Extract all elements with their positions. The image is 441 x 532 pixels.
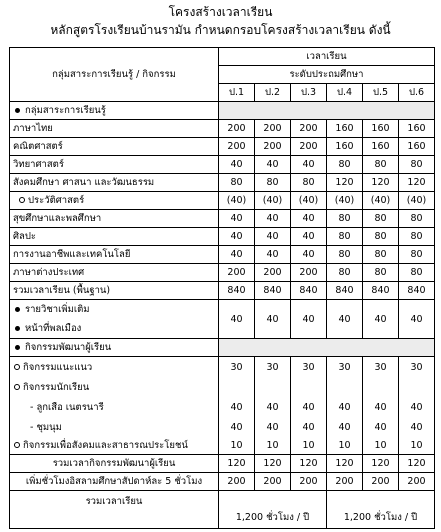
value-cell: 80: [219, 174, 255, 192]
value-cell: 40: [219, 156, 255, 174]
value-cell: 840: [219, 282, 255, 300]
subject-name: การงานอาชีพและเทคโนโลยี: [10, 246, 219, 264]
value-cell: (40): [363, 192, 399, 210]
grade-header: ป.2: [255, 84, 291, 102]
subject-row: [10, 228, 435, 246]
circle-icon: [19, 197, 25, 203]
value-cell: 40: [219, 397, 255, 417]
value-cell: 40: [255, 300, 291, 339]
value-cell: 80: [363, 228, 399, 246]
page-title: โครงสร้างเวลาเรียน: [168, 5, 273, 19]
value-cell: 200: [291, 120, 327, 138]
curriculum-table: [9, 47, 435, 529]
subject-name: ประวัติศาสตร์: [10, 192, 219, 210]
value-cell: 80: [399, 246, 435, 264]
header-group-label: กลุ่มสาระการเรียนรู้ / กิจกรรม: [10, 48, 219, 102]
value-cell: 200: [363, 473, 399, 491]
activity-student: กิจกรรมนักเรียน: [10, 377, 219, 397]
value-cell: 40: [219, 246, 255, 264]
value-cell: 10: [219, 437, 255, 455]
grade-header: ป.6: [399, 84, 435, 102]
value-cell: 30: [219, 357, 255, 378]
value-cell: 40: [327, 300, 363, 339]
value-cell: 120: [327, 455, 363, 473]
value-cell: 160: [327, 120, 363, 138]
value-cell: 10: [255, 437, 291, 455]
subject-name: ภาษาต่างประเทศ: [10, 264, 219, 282]
value-cell: 80: [327, 228, 363, 246]
value-cell: 840: [399, 282, 435, 300]
activity-total-label: รวมเวลากิจกรรมพัฒนาผู้เรียน: [10, 455, 219, 473]
subject-row: [10, 282, 435, 300]
value-cell: 80: [399, 228, 435, 246]
value-cell: 40: [291, 397, 327, 417]
value-cell: 200: [255, 120, 291, 138]
value-cell: 840: [291, 282, 327, 300]
value-cell: 30: [363, 357, 399, 378]
value-cell: (40): [219, 192, 255, 210]
value-cell: 40: [399, 417, 435, 437]
subject-row: [10, 120, 435, 138]
page-subtitle: หลักสูตรโรงเรียนบ้านรามัน กำหนดกรอบโครงสร้างเวลาเรียน ดังนี้: [50, 23, 391, 37]
circle-icon: [14, 384, 20, 390]
subject-row: [10, 210, 435, 228]
value-cell: 80: [327, 156, 363, 174]
subject-row: [10, 246, 435, 264]
value-cell: 160: [399, 138, 435, 156]
value-cell: 40: [327, 417, 363, 437]
value-cell: 80: [399, 264, 435, 282]
extra-line1: รายวิชาเพิ่มเติม: [25, 304, 90, 315]
value-cell: 120: [399, 174, 435, 192]
grand-total-label: รวมเวลาเรียน: [10, 491, 219, 529]
value-cell: 30: [291, 357, 327, 378]
value-cell: 120: [363, 174, 399, 192]
grade-header: ป.4: [327, 84, 363, 102]
activity-guidance: กิจกรรมแนะแนว: [10, 357, 219, 378]
subject-name: สังคมศึกษา ศาสนา และวัฒนธรรม: [10, 174, 219, 192]
value-cell: 10: [363, 437, 399, 455]
value-cell: 840: [363, 282, 399, 300]
value-cell: 80: [363, 156, 399, 174]
value-cell: 40: [363, 397, 399, 417]
value-cell: 200: [291, 473, 327, 491]
value-cell: 40: [363, 417, 399, 437]
value-cell: 120: [291, 455, 327, 473]
section-label: กลุ่มสาระการเรียนรู้: [25, 105, 106, 116]
value-cell: 80: [363, 210, 399, 228]
value-cell: 200: [291, 264, 327, 282]
subject-name: สุขศึกษาและพลศึกษา: [10, 210, 219, 228]
value-cell: 10: [327, 437, 363, 455]
value-cell: 120: [219, 455, 255, 473]
value-cell: 80: [327, 246, 363, 264]
section-shade: [219, 339, 435, 357]
value-cell: 40: [291, 210, 327, 228]
value-cell: 80: [255, 174, 291, 192]
value-cell: (40): [327, 192, 363, 210]
value-cell: 40: [291, 156, 327, 174]
value-cell: 40: [399, 300, 435, 339]
value-cell: 40: [219, 228, 255, 246]
value-cell: 200: [219, 138, 255, 156]
header-time-label: เวลาเรียน: [219, 48, 435, 66]
grand-total-lower: 1,200 ชั่วโมง / ปี: [219, 491, 327, 529]
value-cell: 30: [399, 357, 435, 378]
section-shade: [219, 102, 435, 120]
value-cell: 200: [255, 473, 291, 491]
subject-row: [10, 192, 435, 210]
subject-row: [10, 138, 435, 156]
value-cell: 30: [255, 357, 291, 378]
subject-row: [10, 264, 435, 282]
extra-subjects-cell: [10, 300, 219, 339]
value-cell: 80: [363, 264, 399, 282]
value-cell: 40: [219, 300, 255, 339]
value-cell: 200: [327, 473, 363, 491]
value-cell: (40): [291, 192, 327, 210]
value-cell: 40: [255, 246, 291, 264]
value-cell: 80: [399, 210, 435, 228]
extra-hours-label: เพิ่มชั่วโมงอิสลามศึกษาสัปดาห์ละ 5 ชั่วโมง: [10, 473, 219, 491]
value-cell: 80: [399, 156, 435, 174]
value-cell: 40: [219, 210, 255, 228]
value-cell: 40: [327, 397, 363, 417]
subject-row: [10, 174, 435, 192]
value-cell: 80: [291, 174, 327, 192]
extra-line2: หน้าที่พลเมือง: [25, 323, 82, 334]
value-cell: 160: [363, 138, 399, 156]
bullet-icon: [15, 326, 20, 331]
subject-name: คณิตศาสตร์: [10, 138, 219, 156]
circle-icon: [14, 364, 20, 370]
grade-header: ป.1: [219, 84, 255, 102]
value-cell: 40: [291, 228, 327, 246]
value-cell: 30: [327, 357, 363, 378]
circle-icon: [14, 442, 20, 448]
section-heading-subjects: [10, 102, 219, 120]
subject-name: ศิลปะ: [10, 228, 219, 246]
value-cell: 40: [255, 156, 291, 174]
value-cell: 200: [399, 473, 435, 491]
value-cell: 160: [399, 120, 435, 138]
subject-name: รวมเวลาเรียน (พื้นฐาน): [10, 282, 219, 300]
value-cell: 40: [255, 397, 291, 417]
value-cell: 160: [327, 138, 363, 156]
value-cell: 840: [255, 282, 291, 300]
value-cell: 200: [219, 120, 255, 138]
value-cell: 200: [291, 138, 327, 156]
bullet-icon: [15, 345, 20, 350]
value-cell: 120: [327, 174, 363, 192]
value-cell: 40: [363, 300, 399, 339]
value-cell: 40: [291, 246, 327, 264]
subject-row: [10, 156, 435, 174]
activity-scouts: - ลูกเสือ เนตรนารี: [10, 397, 219, 417]
value-cell: 40: [291, 300, 327, 339]
bullet-icon: [15, 108, 20, 113]
grade-header: ป.3: [291, 84, 327, 102]
value-cell: 40: [255, 417, 291, 437]
header-level-label: ระดับประถมศึกษา: [219, 66, 435, 84]
subject-name: ภาษาไทย: [10, 120, 219, 138]
grade-header: ป.5: [363, 84, 399, 102]
value-cell: 40: [219, 417, 255, 437]
value-cell: (40): [255, 192, 291, 210]
value-cell: 120: [399, 455, 435, 473]
value-cell: 200: [219, 264, 255, 282]
value-cell: (40): [399, 192, 435, 210]
value-cell: 80: [327, 264, 363, 282]
value-cell: 80: [327, 210, 363, 228]
value-cell: 10: [399, 437, 435, 455]
value-cell: 200: [219, 473, 255, 491]
value-cell: 10: [291, 437, 327, 455]
bullet-icon: [15, 307, 20, 312]
value-cell: 160: [363, 120, 399, 138]
value-cell: 200: [255, 138, 291, 156]
value-cell: 120: [363, 455, 399, 473]
value-cell: 80: [363, 246, 399, 264]
activity-social: กิจกรรมเพื่อสังคมและสาธารณประโยชน์: [10, 437, 219, 455]
value-cell: 120: [255, 455, 291, 473]
section-heading-activities: [10, 339, 219, 357]
value-cell: 200: [255, 264, 291, 282]
grand-total-upper: 1,200 ชั่วโมง / ปี: [327, 491, 435, 529]
value-cell: 40: [399, 397, 435, 417]
subject-name: วิทยาศาสตร์: [10, 156, 219, 174]
section-label: กิจกรรมพัฒนาผู้เรียน: [25, 342, 112, 353]
value-cell: 40: [255, 210, 291, 228]
activity-clubs: - ชุมนุม: [10, 417, 219, 437]
value-cell: 840: [327, 282, 363, 300]
value-cell: 40: [255, 228, 291, 246]
value-cell: 40: [291, 417, 327, 437]
